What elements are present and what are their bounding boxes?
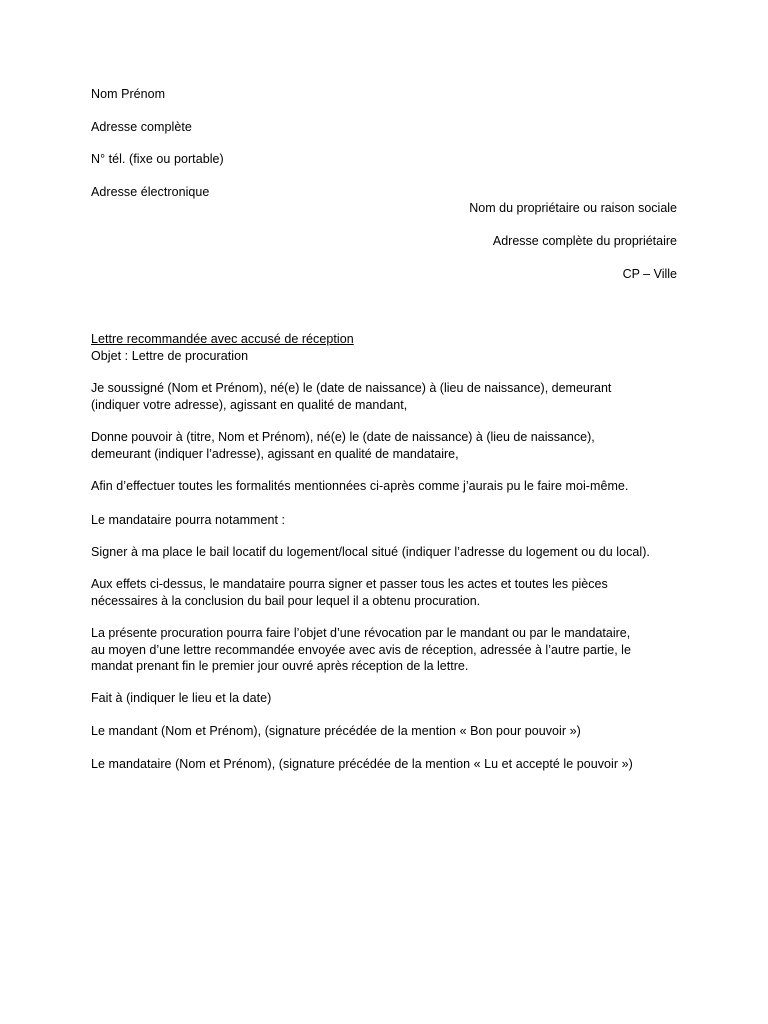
grant-paragraph [91, 429, 681, 462]
effects-line-1: Aux effets ci-dessus, le mandataire pourra signer et passer tous les actes et toutes les pièces [91, 577, 608, 591]
power-item: Signer à ma place le bail locatif du logement/local situé (indiquer l’adresse du logement ou du local). [91, 545, 650, 559]
mandataire-signature: Le mandataire (Nom et Prénom), (signature précédée de la mention « Lu et accepté le pouvoir ») [91, 757, 633, 771]
sender-email: Adresse électronique [91, 185, 210, 199]
effects-line-2: nécessaires à la conclusion du bail pour lequel il a obtenu procuration. [91, 593, 481, 608]
effects-paragraph [91, 576, 681, 609]
intro-line-2: (indiquer votre adresse), agissant en qualité de mandant, [91, 397, 408, 412]
purpose-paragraph: Afin d’effectuer toutes les formalités mentionnées ci-après comme j’aurais pu le faire moi-même. [91, 479, 629, 493]
sender-address: Adresse complète [91, 120, 192, 134]
recipient-address: Adresse complète du propriétaire [492, 234, 677, 248]
sender-phone: N° tél. (fixe ou portable) [91, 152, 224, 166]
revocation-line-3: mandat prenant fin le premier jour ouvré après réception de la lettre. [91, 659, 469, 673]
letter-subject: Objet : Lettre de procuration [91, 349, 249, 363]
revocation-line-1: La présente procuration pourra faire l’objet d’une révocation par le mandant ou par le mandataire, [91, 626, 631, 640]
grant-line-1: Donne pouvoir à (titre, Nom et Prénom), né(e) le (date de naissance) à (lieu de naissance), [91, 430, 595, 444]
recipient-city: CP – Ville [622, 267, 677, 281]
recipient-name: Nom du propriétaire ou raison sociale [469, 201, 677, 215]
intro-line-1: Je soussigné (Nom et Prénom), né(e) le (date de naissance) à (lieu de naissance), demeurant [91, 381, 612, 395]
revocation-paragraph [91, 625, 681, 675]
letter-type: Lettre recommandée avec accusé de réception [91, 332, 354, 346]
mandant-signature: Le mandant (Nom et Prénom), (signature précédée de la mention « Bon pour pouvoir ») [91, 724, 581, 738]
place-date: Fait à (indiquer le lieu et la date) [91, 691, 272, 705]
grant-line-2: demeurant (indiquer l’adresse), agissant en qualité de mandataire, [91, 446, 459, 461]
sender-name: Nom Prénom [91, 87, 166, 101]
intro-paragraph [91, 380, 681, 413]
powers-heading: Le mandataire pourra notamment : [91, 513, 286, 527]
revocation-line-2: au moyen d’une lettre recommandée envoyée avec avis de réception, adressée à l’autre partie, le [91, 642, 631, 657]
